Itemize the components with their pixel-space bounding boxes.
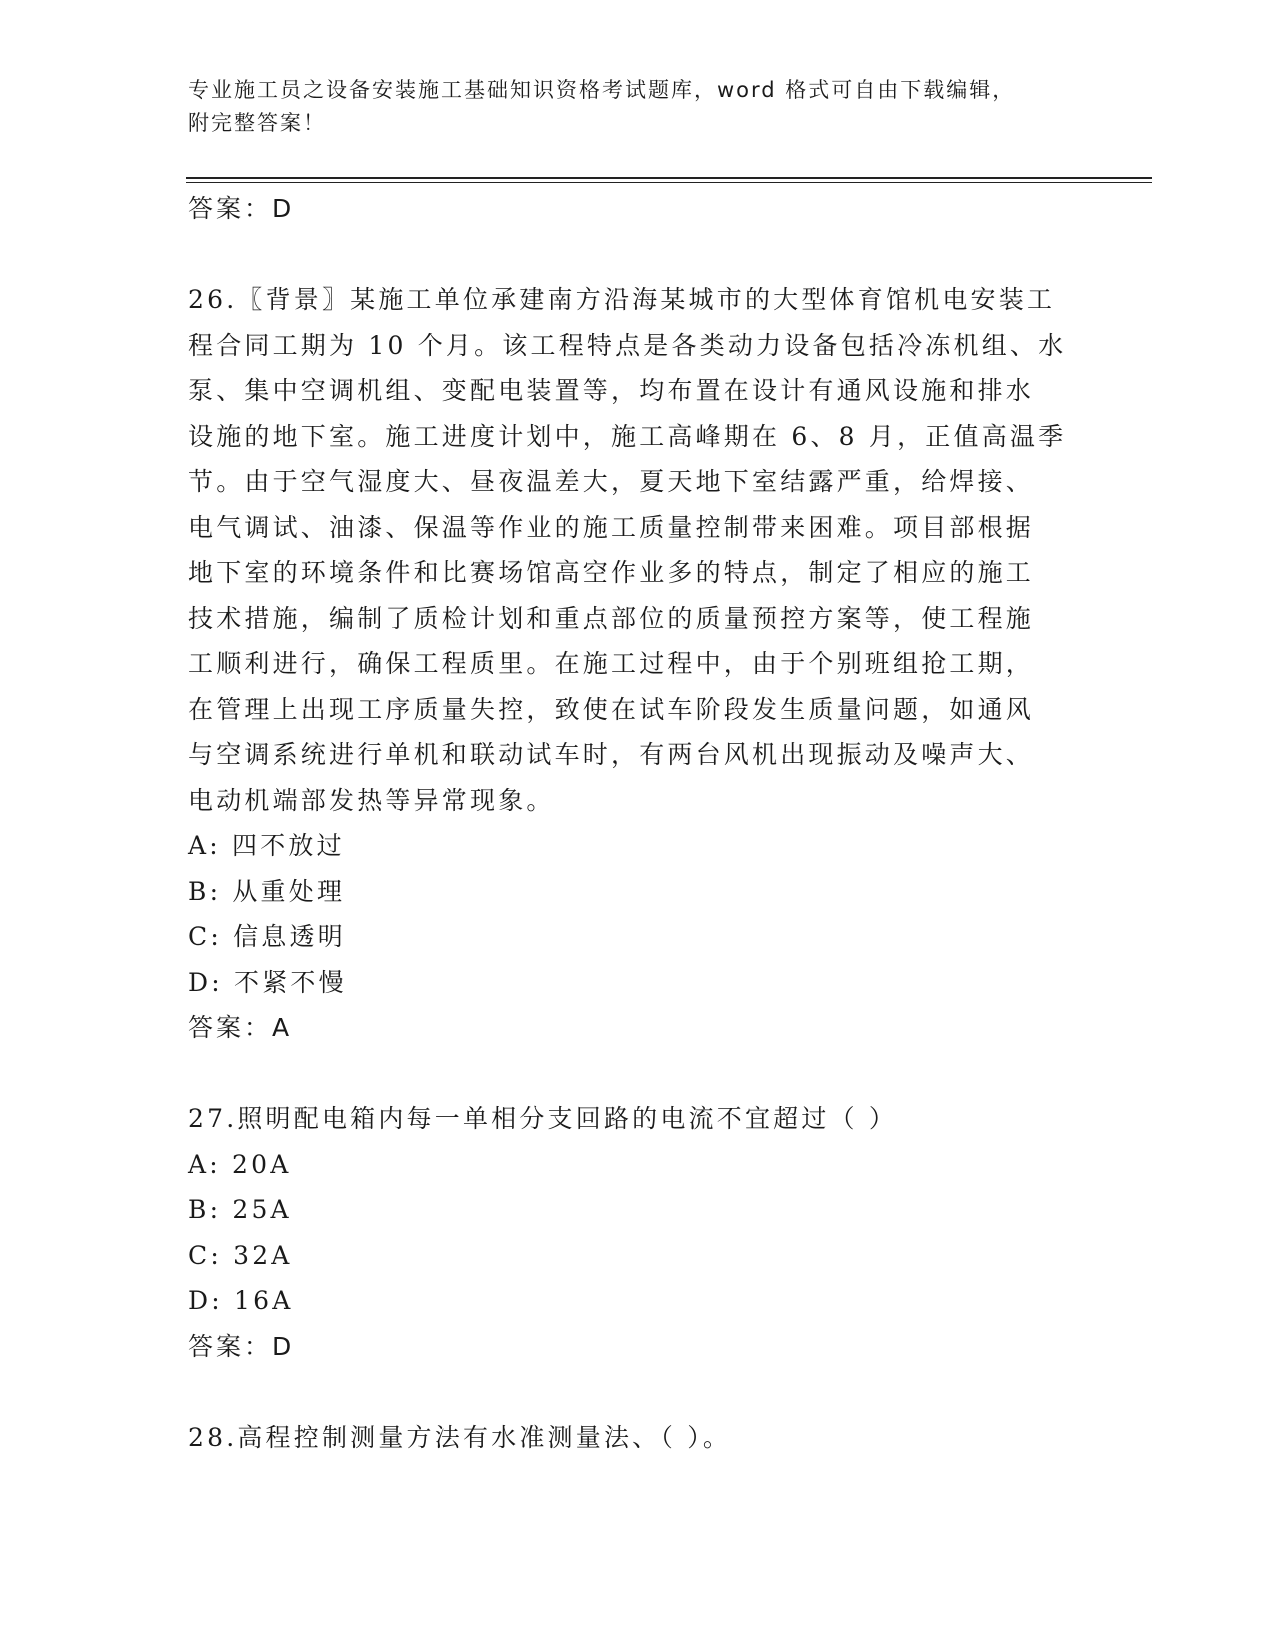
question-line: 程合同工期为 10 个月。该工程特点是各类动力设备包括冷冻机组、水 — [188, 330, 1067, 360]
option-d: D: 不紧不慢 — [188, 967, 347, 997]
answer: 答案：D — [188, 1331, 295, 1361]
question-line: 电动机端部发热等异常现象。 — [188, 785, 555, 815]
question-line: 工顺利进行，确保工程质里。在施工过程中，由于个别班组抢工期， — [188, 649, 1035, 678]
option-c: C: 信息透明 — [188, 922, 346, 951]
question-line: 电气调试、油漆、保温等作业的施工质量控制带来困难。项目部根据 — [188, 512, 1035, 542]
question-line: 27.照明配电箱内每一单相分支回路的电流不宜超过（ ） — [188, 1104, 898, 1133]
question-26 — [188, 277, 1078, 1051]
question-line: 地下室的环境条件和比赛场馆高空作业多的特点，制定了相应的施工 — [188, 558, 1035, 587]
spacer — [188, 1369, 1078, 1415]
spacer — [188, 1051, 1078, 1097]
option-c: C: 32A — [188, 1240, 293, 1270]
answer-prev: 答案：D — [188, 194, 295, 223]
page-header — [188, 74, 1068, 140]
question-line: 与空调系统进行单机和联动试车时，有两台风机出现振动及噪声大、 — [188, 740, 1035, 769]
answer: 答案：A — [188, 1013, 293, 1042]
option-d: D: 16A — [188, 1286, 294, 1315]
document-body — [188, 186, 1078, 1460]
question-28 — [188, 1415, 1078, 1461]
question-line: 泵、集中空调机组、变配电装置等，均布置在设计有通风设施和排水 — [188, 376, 1035, 405]
question-line: 技术措施，编制了质检计划和重点部位的质量预控方案等，使工程施 — [188, 603, 1035, 633]
header-divider — [186, 177, 1152, 183]
option-a: A: 20A — [188, 1149, 292, 1179]
question-line: 在管理上出现工序质量失控，致使在试车阶段发生质量问题，如通风 — [188, 694, 1035, 724]
spacer — [188, 232, 1078, 278]
header-line-1: 专业施工员之设备安装施工基础知识资格考试题库，word 格式可自由下载编辑， — [188, 78, 1016, 102]
question-line: 26.〖背景〗某施工单位承建南方沿海某城市的大型体育馆机电安装工 — [188, 285, 1056, 314]
option-b: B: 从重处理 — [188, 876, 346, 906]
question-27 — [188, 1096, 1078, 1369]
question-line: 节。由于空气湿度大、昼夜温差大，夏天地下室结露严重，给焊接、 — [188, 467, 1035, 496]
question-line: 设施的地下室。施工进度计划中，施工高峰期在 6、8 月，正值高温季 — [188, 421, 1067, 451]
option-a: A: 四不放过 — [188, 831, 345, 860]
option-b: B: 25A — [188, 1195, 292, 1224]
question-line: 28.高程控制测量方法有水准测量法、（ ）。 — [188, 1422, 732, 1452]
header-line-2: 附完整答案！ — [188, 111, 326, 135]
